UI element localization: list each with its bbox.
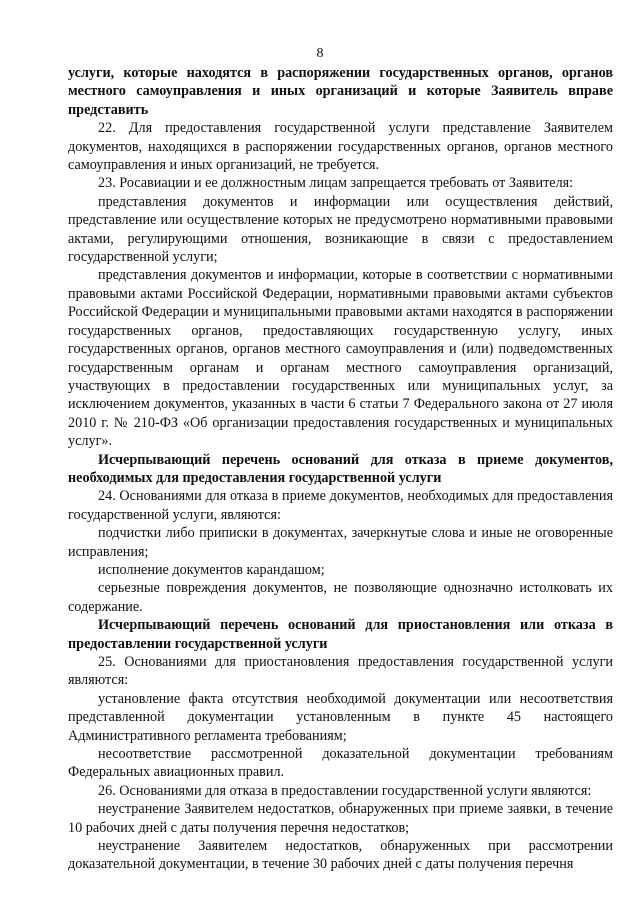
body-paragraph: несоответствие рассмотренной доказательной документации требованиям Федеральных авиационных правил. bbox=[68, 746, 613, 781]
page-number: 8 bbox=[316, 46, 324, 61]
body-paragraph: установление факта отсутствия необходимой документации или несоответствия представленной документации установленным в пункте 45 настоящего Административного регламента требованиям; bbox=[68, 690, 613, 744]
section-heading: Исчерпывающий перечень оснований для приостановления или отказа в предоставлении государственной услуги bbox=[68, 617, 613, 652]
body-paragraph: подчистки либо приписки в документах, зачеркнутые слова и иные не оговоренные исправления; bbox=[68, 525, 613, 560]
body-paragraph: 26. Основаниями для отказа в предоставлении государственной услуги являются: bbox=[98, 782, 592, 799]
document-body bbox=[68, 64, 613, 874]
section-heading: Исчерпывающий перечень оснований для отказа в приеме документов, необходимых для предоставления государственной услуги bbox=[68, 451, 613, 486]
body-paragraph: представления документов и информации, которые в соответствии с нормативными правовыми актами Российской Федерации, нормативными правовыми актами субъектов Российской Федерации и муниципальными правовыми актами находятся в распоряжении государственных органов, предоставляющих государственную услугу, иных государственных органов, органов местного самоуправления и (или) подведомственных государственным органам и органам местного самоуправления организаций, участвующих в предоставлении государственных или муниципальных услуг, за исключением документов, указанных в части 6 статьи 7 Федерального закона от 27 июля 2010 г. № 210-ФЗ «Об организации предоставления государственных и муниципальных услуг». bbox=[68, 267, 613, 450]
body-paragraph: неустранение Заявителем недостатков, обнаруженных при рассмотрении доказательной документации, в течение 30 рабочих дней с даты получения перечня bbox=[68, 838, 613, 873]
body-paragraph: исполнение документов карандашом; bbox=[98, 561, 325, 578]
body-paragraph: 24. Основаниями для отказа в приеме документов, необходимых для предоставления государственной услуги, являются: bbox=[68, 488, 613, 523]
section-heading: услуги, которые находятся в распоряжении государственных органов, органов местного самоуправления и иных организаций и которые Заявитель вправе представить bbox=[68, 65, 613, 118]
body-paragraph: 23. Росавиации и ее должностным лицам запрещается требовать от Заявителя: bbox=[98, 175, 574, 192]
body-paragraph: представления документов и информации или осуществления действий, представление или осуществление которых не предусмотрено нормативными правовыми актами, регулирующими отношения, возникающие в связи с предоставлением государственной услуги; bbox=[68, 193, 613, 266]
body-paragraph: 22. Для предоставления государственной услуги представление Заявителем документов, находящихся в распоряжении государственных органов, органов местного самоуправления и иных организаций, не требуется. bbox=[68, 120, 613, 174]
body-paragraph: неустранение Заявителем недостатков, обнаруженных при приеме заявки, в течение 10 рабочих дней с даты получения перечня недостатков; bbox=[68, 801, 613, 836]
body-paragraph: 25. Основаниями для приостановления предоставления государственной услуги являются: bbox=[68, 654, 613, 689]
body-paragraph: серьезные повреждения документов, не позволяющие однозначно истолковать их содержание. bbox=[68, 580, 613, 615]
